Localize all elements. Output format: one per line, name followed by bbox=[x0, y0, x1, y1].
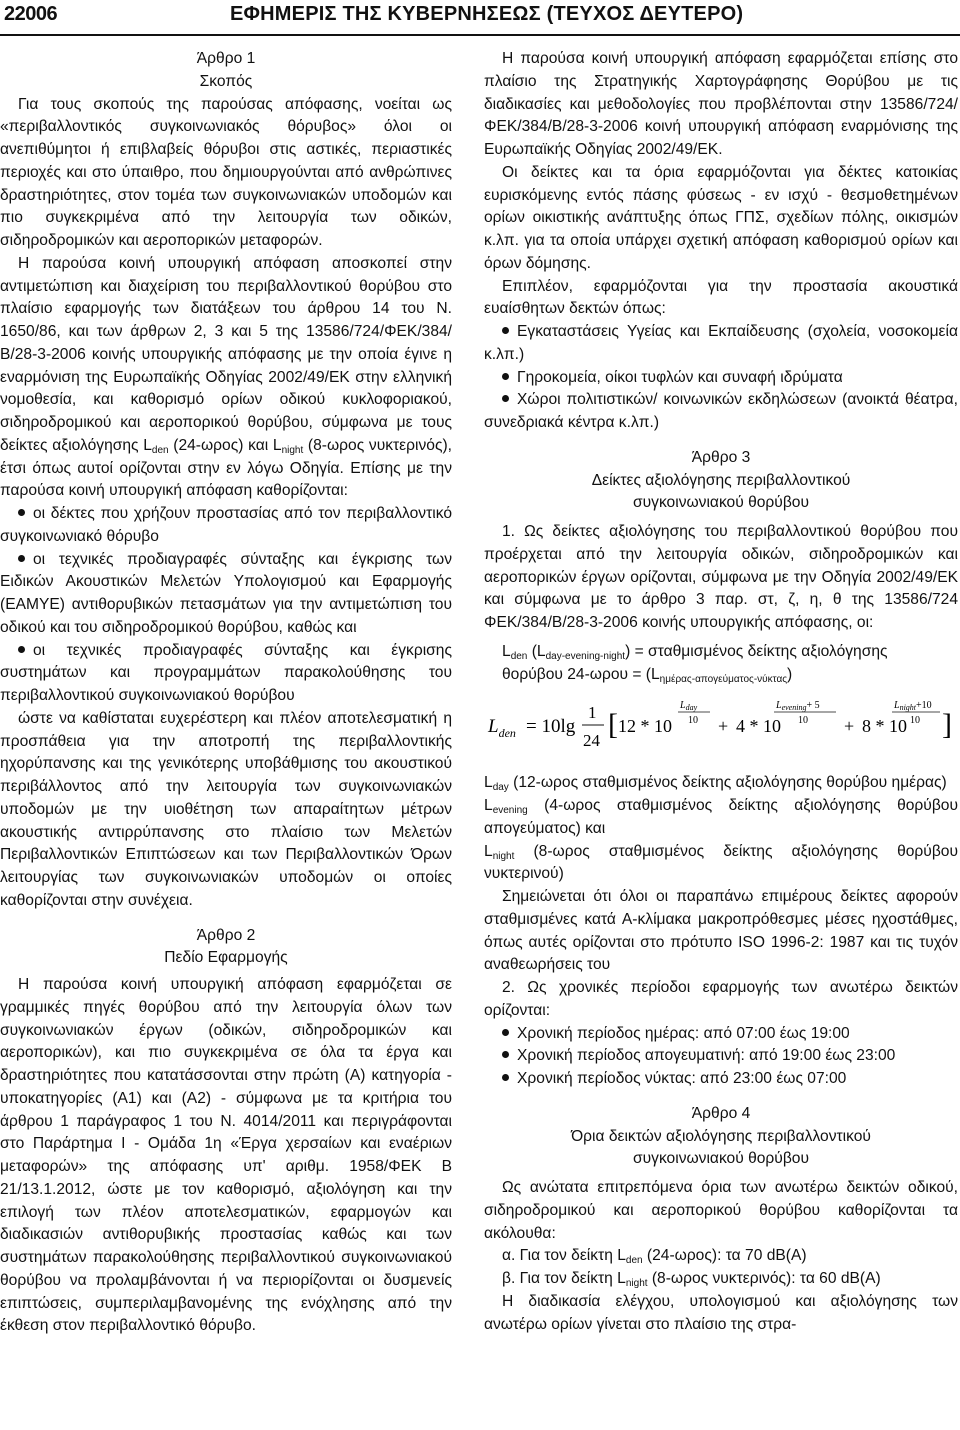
list-item: Γηροκομεία, οίκοι τυφλών και συναφή ιδρύματα bbox=[484, 367, 958, 390]
list-item: οι τεχνικές προδιαγραφές σύνταξης και έγκρισης των Ειδικών Ακουστικών Μελετών Υπολογισμού και Εφαρμογής (ΕΑΜΥΕ) αντιθορυβικών πετασμάτων για την αντιμετώπιση του οδικού και του σιδηροδρομικού θορύβου, καθώς και bbox=[0, 550, 452, 636]
article-1-paragraph-2: Η παρούσα κοινή υπουργική απόφαση αποσκοπεί στην αντιμετώπιση και διαχείριση του περιβαλλοντικού θορύβου στο πλαίσιο εφαρμογής των διατάξεων του άρθρου 14 του Ν. 1650/86, και των άρθρων 2, 3 και 5 της 13586/724/ΦΕΚ/384/Β/28-3-2006 κοινής υπουργικής απόφασης με την οποία έγινε η εναρμόνιση της Ευρωπαϊκής Οδηγίας 2002/49/ΕΚ στην ελληνική νομοθεσία, και καθορισμό ορίων οδικού κυκλοφοριακού, σιδηροδρομικού και αεροπορικού θορύβου, σύμφωνα με τους δείκτες αξιολόγησης $L_{den}$ (24-ωρος) και $L_{night}$ (8-ωρος νυκτερινός), έτσι όπως αυτοί ορίζονται στην εν λόγω Οδηγία. Επίσης με την παρούσα κοινή υπουργική απόφαση καθορίζονται: bbox=[0, 254, 452, 500]
levening-definition: $L_{evening}$ (4-ωρος σταθμισμένος δείκτης αξιολόγησης θορύβου απογεύματος) και bbox=[484, 797, 958, 837]
journal-title: ΕΦΗΜΕΡΙΣ ΤΗΣ ΚΥΒΕΡΝΗΣΕΩΣ (ΤΕΥΧΟΣ ΔΕΥΤΕΡΟ) bbox=[230, 3, 744, 25]
article-2-subtitle: Πεδίο Εφαρμογής bbox=[164, 949, 288, 967]
bullet-icon bbox=[18, 555, 25, 562]
article-3-paragraph-1: 1. Ως δείκτες αξιολόγησης του περιβαλλοντικού θορύβου που προέρχεται από την λειτουργία οδικών, σιδηροδρομικών και αεροπορικών έργων ορίζονται, σύμφωνα με την Οδηγία 2002/49/ΕΚ και σύμφωνα με το άρθρο 3 παρ. στ, ζ, η, θ της 13586/724 ΦΕΚ/384/Β/28-3-2006 κοινής υπουργικής απόφασης, οι: bbox=[484, 523, 958, 631]
article-2-paragraph-3: Οι δείκτες και τα όρια εφαρμόζονται για δέκτες κατοικίας ευρισκόμενης εντός πάσης φύσεως - εν ισχύ - θεσμοθετημένων ορίων οικιστικής ανάπτυξης όπως ΓΠΣ, σχεδίων πόλης, οικισμών κ.λπ. για τα οποία υπάρχει σχετική απόφαση καθορισμού ορίων και όρων δόμησης. bbox=[484, 163, 958, 272]
article-3-title: Άρθρο 3 bbox=[691, 448, 751, 466]
article-4-paragraph-1: Ως ανώτατα επιτρεπόμενα όρια των ανωτέρω δεικτών οδικού, σιδηροδρομικού και αεροπορικού θορύβου καθορίζονται τα ακόλουθα: bbox=[484, 1179, 958, 1242]
page-header bbox=[0, 0, 960, 36]
article-1-subtitle: Σκοπός bbox=[199, 72, 253, 90]
article-2-paragraph-4: Επιπλέον, εφαρμόζονται για την προστασία ακουστικά ευαίσθητων δεκτών όπως: bbox=[484, 277, 958, 318]
formula-exp-den-2: 10 bbox=[798, 715, 808, 727]
lnight-definition: $L_{night}$ (8-ωρος σταθμισμένος δείκτης αξιολόγησης θορύβου νυκτερινού) bbox=[484, 842, 958, 883]
formula-eq: = 10lg bbox=[526, 716, 576, 738]
bullet-icon bbox=[502, 373, 509, 380]
list-item: Χρονική περίοδος απογευματινή: από 19:00 έως 23:00 bbox=[484, 1045, 958, 1068]
formula-plus-2: + bbox=[844, 716, 855, 737]
bullet-icon bbox=[502, 1029, 509, 1036]
bullet-icon bbox=[502, 395, 509, 402]
formula-lhs: $L_{den}$ bbox=[488, 716, 516, 741]
bullet-icon bbox=[18, 646, 25, 653]
article-3-paragraph-3: 2. Ως χρονικές περίοδοι εφαρμογής των ανωτέρω δεικτών ορίζονται: bbox=[484, 979, 958, 1019]
article-2-paragraph-2: Η παρούσα κοινή υπουργική απόφαση εφαρμόζεται επίσης στο πλαίσιο της Στρατηγικής Χαρτογράφησης Θορύβου με τις διαδικασίες και μεθοδολογίες που προβλέπονται στην 13586/724/ΦΕΚ/384/Β/28-3-2006 κοινή υπουργική απόφαση εναρμόνισης της Ευρωπαϊκής Οδηγίας 2002/49/ΕΚ. bbox=[484, 50, 958, 158]
lden-definition-cont: θορύβου $24-\omega\rho o\upsilon = (L_{\eta\mu έ\rho\alpha\varsigma-\alpha\pi o\gamma\varepsilon ύ\mu\alpha\tau o\varsigma-\nu ύ\kappa\tau\alpha\varsigma})$ bbox=[502, 665, 793, 685]
list-item: οι τεχνικές προδιαγραφές σύνταξης και έγκρισης συστημάτων και προγραμμάτων παρακολούθησης του περιβαλλοντικού συγκοινωνιακού θορύβου bbox=[0, 641, 452, 704]
left-column bbox=[0, 48, 452, 1428]
article-1-paragraph-3: ώστε να καθίσταται ευχερέστερη και πλέον αποτελεσματική η προσπάθεια για την αποτροπή της περιβαλλοντικής ηχορύπανσης και της γενικότερης υποβάθμισης του ακουστικού περιβάλλοντος από την λειτουργία των συγκοινωνιακών υποδομών με την υιοθέτηση των απαραίτητων μέτρων ακουστικής αντιρρύπανσης στο πλαίσιο των Μελετών Περιβαλλοντικών Επιπτώσεων και των Περιβαλλοντικών Όρων λειτουργίας των συγκοινωνιακών υποδομών οι οποίες καθορίζονται στην συνέχεια. bbox=[0, 709, 452, 909]
lday-definition: $L_{day}$ (12-ωρος σταθμισμένος δείκτης αξιολόγησης θορύβου ημέρας) bbox=[484, 774, 947, 794]
limit-lden: α. Για τον δείκτη $L_{den}$ (24-ωρος): τα 70 dB(A) bbox=[502, 1247, 807, 1267]
list-item: οι δέκτες που χρήζουν προστασίας από τον περιβαλλοντικό συγκοινωνιακό θόρυβο bbox=[0, 505, 452, 545]
article-4-paragraph-2: Η διαδικασία ελέγχου, υπολογισμού και αξιολόγησης των ανωτέρω ορίων γίνεται στο πλαίσιο της στρα- bbox=[484, 1292, 958, 1333]
formula-frac-den: 24 bbox=[583, 731, 600, 751]
list-item: Εγκαταστάσεις Υγείας και Εκπαίδευσης (σχολεία, νοσοκομεία κ.λπ.) bbox=[484, 323, 958, 363]
list-item: Χρονική περίοδος νύκτας: από 23:00 έως 07:00 bbox=[484, 1068, 958, 1091]
right-column bbox=[484, 48, 958, 1428]
formula-exp-3: $L_{night}+10$ bbox=[894, 700, 932, 713]
formula-exp-den-3: 10 bbox=[910, 715, 920, 727]
article-3-subtitle: Δείκτες αξιολόγησης περιβαλλοντικού bbox=[591, 471, 851, 489]
formula-paren-left: [ bbox=[608, 708, 618, 742]
formula-exp-den-1: 10 bbox=[688, 715, 698, 727]
article-4-title: Άρθρο 4 bbox=[691, 1104, 751, 1122]
formula-paren-right: ] bbox=[942, 708, 952, 742]
article-1-title: Άρθρο 1 bbox=[196, 50, 256, 67]
formula-frac-num: 1 bbox=[588, 703, 597, 723]
article-3-subtitle: συγκοινωνιακού θορύβου bbox=[633, 494, 809, 512]
article-1-paragraph-1: Για τους σκοπούς της παρούσας απόφασης, νοείται ως «περιβαλλοντικός συγκοινωνιακός θόρυβος» όλοι οι ανεπιθύμητοι ή επιβλαβείς θόρυβοι στις αστικές, περιαστικές περιοχές και στο ύπαιθρο, που δημιουργούνται από ανθρώπινες δραστηριότητες, στον τομέα των συγκοινωνιακών υποδομών και πιο συγκεκριμένα από την λειτουργία των οδικών, σιδηροδρομικών και αεροπορικών μεταφορών. bbox=[0, 95, 452, 249]
list-item: Χρονική περίοδος ημέρας: από 07:00 έως 19:00 bbox=[484, 1023, 958, 1046]
formula-term-1: 12 * 10 bbox=[618, 716, 672, 737]
article-3-paragraph-2: Σημειώνεται ότι όλοι οι παραπάνω επιμέρους δείκτες αφορούν σταθμισμένες κατά Α-κλίμακα μακροπρόθεσμες μέσες ηχοστάθμες, όπως αυτές ορίζονται στο πρότυπο ISO 1996-2: 1987 και τις τυχόν αναθεωρήσεις του bbox=[484, 888, 958, 974]
page-number: 22006 bbox=[4, 3, 58, 25]
list-item: Χώροι πολιτιστικών/ κοινωνικών εκδηλώσεων (ανοικτά θέατρα, συνεδριακά κέντρα κ.λπ.) bbox=[484, 391, 958, 431]
formula-term-3: 8 * 10 bbox=[862, 716, 907, 737]
lden-definition: $L_{den}$ $(L_{day-evening-night}) = \sigma\tau\alpha\theta\mu\iota\sigma\mu έ\nu o\varsigma$ δείκτης αξιολόγησης bbox=[502, 642, 888, 662]
header-rule bbox=[0, 34, 960, 36]
formula-exp-1: $L_{day}$ bbox=[680, 700, 698, 713]
limit-lnight: β. Για τον δείκτη $L_{night}$ (8-ωρος νυκτερινός): τα 60 dB(A) bbox=[502, 1270, 881, 1289]
lden-formula bbox=[484, 692, 954, 762]
bullet-icon bbox=[502, 327, 509, 334]
formula-plus-1: + bbox=[718, 716, 729, 737]
bullet-icon bbox=[18, 509, 25, 516]
bullet-icon bbox=[502, 1051, 509, 1058]
formula-term-2: 4 * 10 bbox=[736, 716, 781, 737]
article-4-subtitle: Όρια δεικτών αξιολόγησης περιβαλλοντικού bbox=[571, 1127, 871, 1145]
bullet-icon bbox=[502, 1074, 509, 1081]
article-2-paragraph-1: Η παρούσα κοινή υπουργική απόφαση εφαρμόζεται σε γραμμικές πηγές θορύβου από την λειτουργία όλων των συγκοινωνιακών έργων (οδικών, σιδηροδρομικών και αεροπορικών), και πιο συγκεκριμένα σε όλα τα έργα και δραστηριότητες που κατατάσσονται στην πρώτη (Α) κατηγορία - υποκατηγορίες (Α1) και (Α2) - σύμφωνα με τα κριτήρια του άρθρου 1 παράγραφος 1 του Ν. 4014/2011 και περιγράφονται στο Παράρτημα Ι - Ομάδα 1η «Έργα χερσαίων και εναέριων μεταφορών» της απόφασης υπ' αριθμ. 1958/ΦΕΚ Β 21/13.1.2012, ώστε με τον καθορισμό, αξιολόγηση και την επιλογή των πλέον αποτελεσματικών, εφαρμογών και διαδικασιών αντιθορυβικής προστασίας καθώς και των συστημάτων παρακολούθησης περιβαλλοντικού συγκοινωνιακού θορύβου να προλαμβάνονται ή να περιορίζονται οι δυσμενείς επιπτώσεις, συμπεριλαμβανομένης της ενόχλησης από την έκθεση στον περιβαλλοντικό θόρυβο. bbox=[0, 976, 452, 1335]
article-2-title: Άρθρο 2 bbox=[196, 926, 256, 944]
article-4-subtitle: συγκοινωνιακού θορύβου bbox=[633, 1150, 809, 1168]
formula-exp-2: $L_{evening}+ 5$ bbox=[776, 700, 820, 713]
